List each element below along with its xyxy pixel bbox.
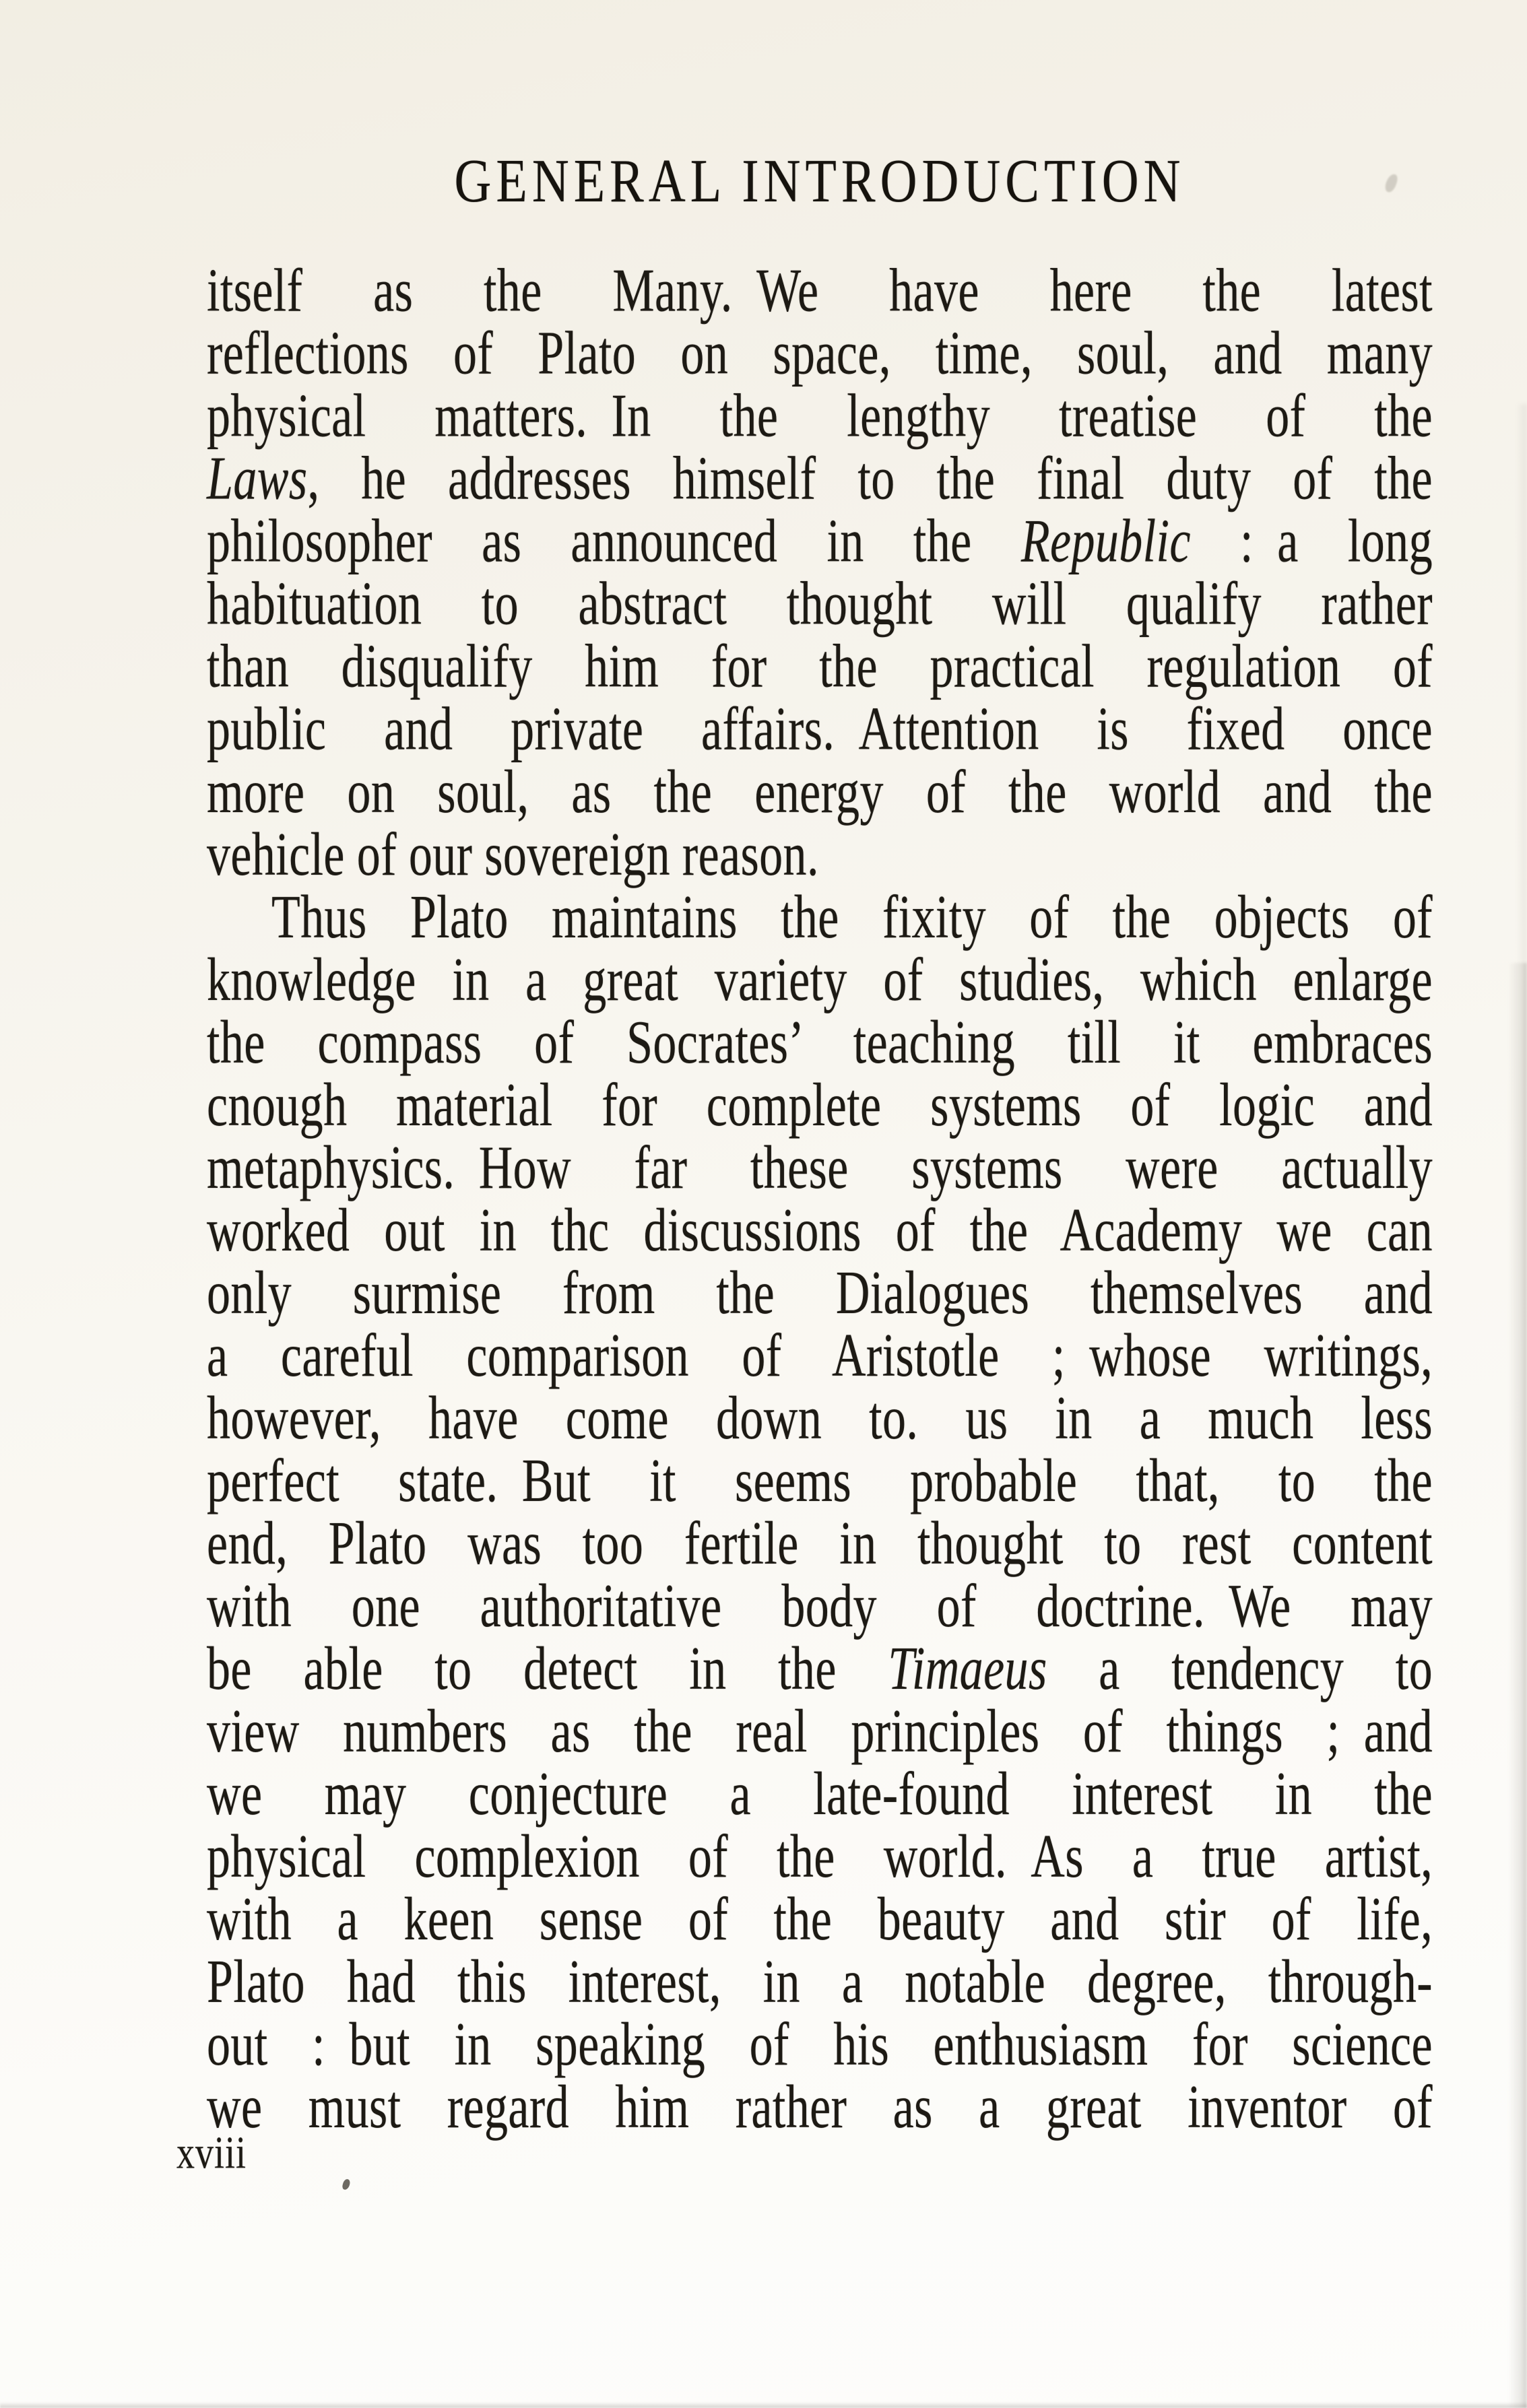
text-run: public and private affairs. Attention is fixed once [207,696,1433,764]
text-run: we must regard him rather as a great inventor of [207,2073,1433,2141]
body-text [207,257,1433,2141]
text-run: a tendency to [1047,1635,1433,1703]
text-run: with a keen sense of the beauty and stir of life, [207,1885,1433,1953]
text-run: , he addresses himself to the final duty of the [307,445,1433,513]
text-run: vehicle of our sovereign reason. [207,821,819,889]
text-run: end, Plato was too fertile in thought to rest content [207,1510,1433,1578]
text-run: perfect state. But it seems probable that, to the [207,1447,1433,1515]
page-title: GENERAL INTRODUCTION [454,147,1185,215]
italic-text-run: Republic [1020,508,1191,576]
text-run: philosopher as announced in the [207,508,1021,576]
text-run: more on soul, as the energy of the world and the [207,758,1433,826]
text-run: physical matters. In the lengthy treatise of the [207,382,1433,450]
text-run: cnough material for complete systems of logic and [207,1071,1433,1139]
text-run: the compass of Socrates’ teaching till it embraces [207,1009,1433,1077]
page-number: xviii [176,2127,247,2178]
text-run: itself as the Many. We have here the latest [207,257,1433,325]
scan-speck-below-page-number [342,2178,351,2190]
scan-edge-shadow-right [1508,963,1527,2408]
text-run: be able to detect in the [207,1635,888,1703]
text-run: worked out in thc discussions of the Academy we can [207,1197,1433,1265]
scan-edge-shadow-right-upper [1516,404,1527,963]
scan-edge-shadow-bottom [0,2402,1527,2408]
text-run: only surmise from the Dialogues themselves and [207,1259,1433,1327]
text-run: Plato had this interest, in a notable degree, through- [207,1948,1433,2016]
text-run: knowledge in a great variety of studies, which enlarge [207,946,1433,1014]
text-run: habituation to abstract thought will qualify rather [207,570,1433,638]
text-run: view numbers as the real principles of things ; and [207,1698,1433,1766]
italic-text-run: Timaeus [888,1635,1047,1703]
text-run: physical complexion of the world. As a true artist, [207,1823,1433,1891]
text-run: : a long [1190,508,1433,576]
italic-text-run: Laws [207,445,308,513]
text-run: Thus Plato maintains the fixity of the objects of [271,883,1433,951]
text-run: metaphysics. How far these systems were actually [207,1134,1433,1202]
text-run: however, have come down to. us in a much less [207,1384,1433,1452]
text-run: we may conjecture a late-found interest in the [207,1760,1433,1828]
text-line [207,2067,1433,2148]
text-run: a careful comparison of Aristotle ; whose writings, [207,1322,1433,1390]
text-run: out : but in speaking of his enthusiasm for science [207,2011,1433,2079]
text-run: with one authoritative body of doctrine. We may [207,1572,1433,1640]
text-run: reflections of Plato on space, time, soul, and many [207,320,1433,388]
text-run: than disqualify him for the practical regulation of [207,633,1433,701]
